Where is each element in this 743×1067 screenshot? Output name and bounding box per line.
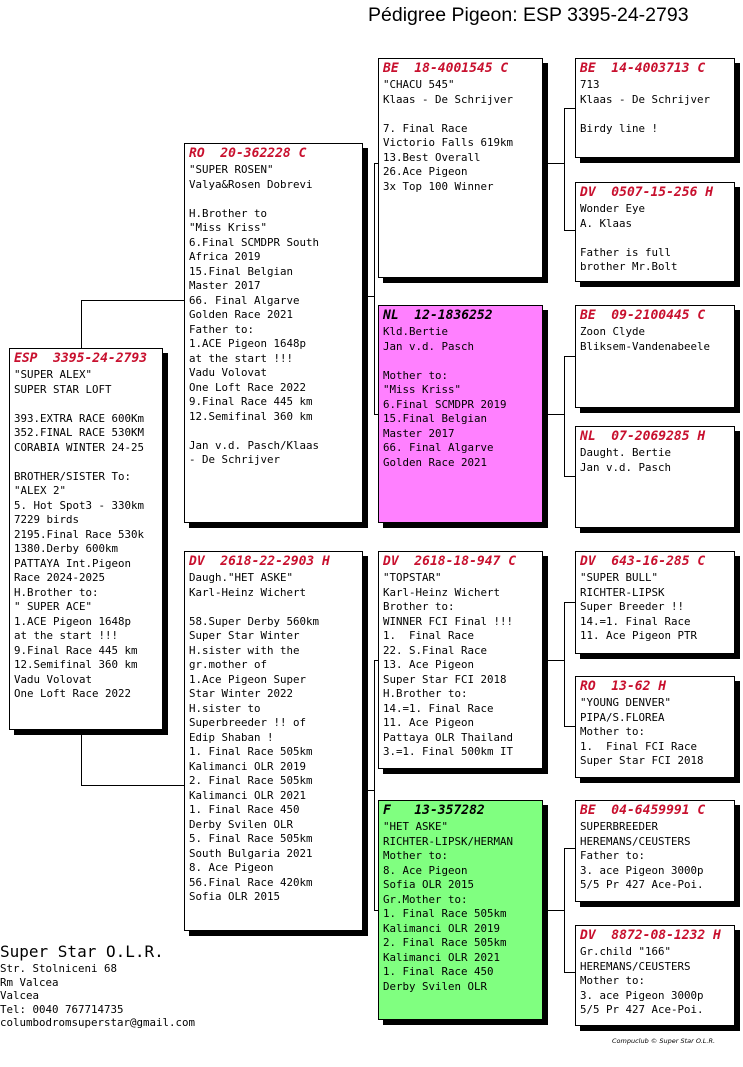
connector-line <box>543 910 564 911</box>
connector-line <box>564 602 565 726</box>
connector-line <box>564 356 565 476</box>
ring-number: RO 13-62 H <box>580 679 667 694</box>
pedigree-box-dsd <box>575 676 735 778</box>
owner-name: Super Star O.L.R. <box>0 942 164 961</box>
connector-line <box>81 785 184 786</box>
bird-details: Zoon Clyde Bliksem-Vandenabeele <box>580 325 711 353</box>
ring-number: DV 8872-08-1232 H <box>580 928 721 943</box>
bird-details: "SUPER ALEX" SUPER STAR LOFT 393.EXTRA RACE 600Km 352.FINAL RACE 530KM CORABIA WINTER 24-25 BROTHER/SISTER To: "ALEX 2" 5. Hot Spot3 - 330km 7229 birds 2195.Final Race 530k 1380.Derby 600km PATTAYA Int.Pigeon Race 2024-2025 H.Brother to: " SUPER ACE" 1.ACE Pigeon 1648p at the start !!! 9.Final Race 445 km 12.Semifinal 360 km Vadu Volovat One Loft Race 2022 <box>14 368 145 700</box>
ring-number: DV 643-16-285 C <box>580 554 706 569</box>
pedigree-box-dss <box>575 551 735 654</box>
ring-number: ESP 3395-24-2793 <box>14 351 148 366</box>
connector-line <box>543 414 564 415</box>
credit-text: Compuclub © Super Star O.L.R. <box>612 1037 716 1045</box>
connector-line <box>374 163 375 414</box>
page-title: Pédigree Pigeon: ESP 3395-24-2793 <box>368 4 689 26</box>
ring-number: NL 12-1836252 <box>383 308 493 323</box>
pedigree-box-sire-sire <box>378 58 543 278</box>
ring-number: DV 0507-15-256 H <box>580 185 714 200</box>
pedigree-box-dam <box>184 551 363 931</box>
connector-line <box>564 230 575 231</box>
connector-line <box>363 296 374 297</box>
bird-details: Gr.child "166" HEREMANS/CEUSTERS Mother to: 3. ace Pigeon 3000p 5/5 Pr 427 Ace-Poi. <box>580 945 704 1016</box>
pedigree-box-sdd <box>575 426 735 528</box>
connector-line <box>543 163 564 164</box>
connector-line <box>81 300 184 301</box>
connector-line <box>564 356 575 357</box>
bird-details: SUPERBREEDER HEREMANS/CEUSTERS Father to: 3. ace Pigeon 3000p 5/5 Pr 427 Ace-Poi. <box>580 820 704 891</box>
pedigree-box-sds <box>575 305 735 408</box>
pedigree-box-sss <box>575 58 735 158</box>
ring-number: BE 18-4001545 C <box>383 61 509 76</box>
ring-number: DV 2618-22-2903 H <box>189 554 330 569</box>
connector-line <box>564 726 575 727</box>
pedigree-box-main <box>9 348 163 730</box>
ring-number: DV 2618-18-947 C <box>383 554 517 569</box>
ring-number: BE 14-4003713 C <box>580 61 706 76</box>
pedigree-box-dam-dam <box>378 800 543 1020</box>
ring-number: RO 20-362228 C <box>189 146 307 161</box>
ring-number: NL 07-2069285 H <box>580 429 706 444</box>
connector-line <box>564 476 575 477</box>
ring-number: BE 09-2100445 C <box>580 308 706 323</box>
bird-details: "CHACU 545" Klaas - De Schrijver 7. Final Race Victorio Falls 619km 13.Best Overall 26.Ace Pigeon 3x Top 100 Winner <box>383 78 514 193</box>
connector-line <box>564 848 565 972</box>
bird-details: "YOUNG DENVER" PIPA/S.FLOREA Mother to: 1. Final FCI Race Super Star FCI 2018 <box>580 696 704 767</box>
bird-details: 713 Klaas - De Schrijver Birdy line ! <box>580 78 711 135</box>
connector-line <box>564 848 575 849</box>
pedigree-box-sire-dam <box>378 305 543 523</box>
pedigree-box-sire <box>184 143 363 523</box>
connector-line <box>543 660 564 661</box>
bird-details: Wonder Eye A. Klaas Father is full brother Mr.Bolt <box>580 202 678 273</box>
bird-details: Kld.Bertie Jan v.d. Pasch Mother to: "Miss Kriss" 6.Final SCMDPR 2019 15.Final Belgian Master 2017 66. Final Algarve Golden Race 2021 <box>383 325 507 469</box>
bird-details: "TOPSTAR" Karl-Heinz Wichert Brother to: WINNER FCI Final !!! 1. Final Race 22. S.Final Race 13. Ace Pigeon Super Star FCI 2018 H.Brother to: 14.=1. Final Race 11. Ace Pigeon Pattaya OLR Thailand 3.=1. Final 500km IT <box>383 571 514 758</box>
connector-line <box>564 602 575 603</box>
ring-number: F 13-357282 <box>383 803 485 818</box>
bird-details: Daught. Bertie Jan v.d. Pasch <box>580 446 672 474</box>
pedigree-box-ssd <box>575 182 735 282</box>
connector-line <box>81 300 82 348</box>
connector-line <box>374 660 375 910</box>
owner-address: Str. Stolniceni 68 Rm Valcea Valcea Tel: 0040 767714735 columbodromsuperstar@gmail.com <box>0 962 196 1029</box>
bird-details: "HET ASKE" RICHTER-LIPSK/HERMAN Mother to: 8. Ace Pigeon Sofia OLR 2015 Gr.Mother to: 1. Final Race 505km Kalimanci OLR 2019 2. Final Race 505km Kalimanci OLR 2021 1. Final Race 450 Derby Svilen OLR <box>383 820 514 993</box>
bird-details: "SUPER ROSEN" Valya&Rosen Dobrevi H.Brother to "Miss Kriss" 6.Final SCMDPR South Africa 2019 15.Final Belgian Master 2017 66. Final Algarve Golden Race 2021 Father to: 1.ACE Pigeon 1648p at the start !!! Vadu Volovat One Loft Race 2022 9.Final Race 445 km 12.Semifinal 360 km Jan v.d. Pasch/Klaas - De Schrijver <box>189 163 320 466</box>
pedigree-box-ddd <box>575 925 735 1026</box>
pedigree-box-dds <box>575 800 735 902</box>
pedigree-box-dam-sire <box>378 551 543 769</box>
connector-line <box>564 972 575 973</box>
bird-details: "SUPER BULL" RICHTER-LIPSK Super Breeder !! 14.=1. Final Race 11. Ace Pigeon PTR <box>580 571 698 642</box>
owner-info <box>0 942 195 1030</box>
connector-line <box>564 108 575 109</box>
bird-details: Daugh."HET ASKE" Karl-Heinz Wichert 58.Super Derby 560km Super Star Winter H.sister with the gr.mother of 1.Ace Pigeon Super Star Winter 2022 H.sister to Superbreeder !! of Edip Shaban ! 1. Final Race 505km Kalimanci OLR 2019 2. Final Race 505km Kalimanci OLR 2021 1. Final Race 450 Derby Svilen OLR 5. Final Race 505km South Bulgaria 2021 8. Ace Pigeon 56.Final Race 420km Sofia OLR 2015 <box>189 571 320 903</box>
ring-number: BE 04-6459991 C <box>580 803 706 818</box>
connector-line <box>81 730 82 785</box>
connector-line <box>564 108 565 230</box>
connector-line <box>363 790 374 791</box>
